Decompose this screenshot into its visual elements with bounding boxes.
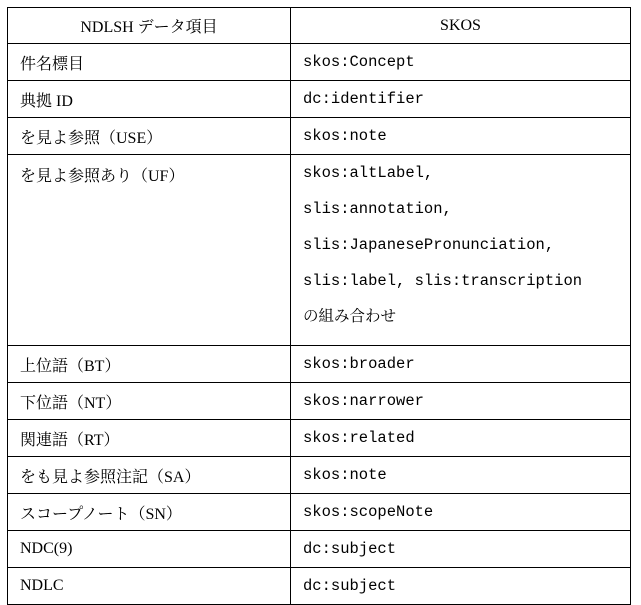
table-row (8, 155, 631, 346)
ndlsh-item-cell: 下位語（NT） (8, 383, 291, 420)
table-row (8, 44, 631, 81)
ndlsh-item-cell: 典拠 ID (8, 81, 291, 118)
skos-property-cell: dc:subject (291, 568, 631, 605)
table-row (8, 420, 631, 457)
skos-property-line: slis:JapanesePronunciation, (303, 236, 555, 254)
skos-property-note-line: の組み合わせ (303, 308, 397, 326)
table-row (8, 118, 631, 155)
ndlsh-item-cell: を見よ参照あり（UF） (8, 155, 291, 346)
ndlsh-item-cell: 関連語（RT） (8, 420, 291, 457)
table-row (8, 346, 631, 383)
ndlsh-item-cell: 上位語（BT） (8, 346, 291, 383)
header-skos: SKOS (291, 8, 631, 44)
ndlsh-item-cell: NDLC (8, 568, 291, 605)
skos-property-line: skos:altLabel, (303, 164, 434, 182)
ndlsh-item-cell: スコープノート（SN） (8, 494, 291, 531)
skos-property-cell: skos:related (291, 420, 631, 457)
table-row (8, 81, 631, 118)
table-row (8, 494, 631, 531)
table-row (8, 383, 631, 420)
ndlsh-item-cell: を見よ参照（USE） (8, 118, 291, 155)
skos-property-cell: skos:note (291, 118, 631, 155)
table-row (8, 457, 631, 494)
skos-property-cell: skos:broader (291, 346, 631, 383)
skos-property-line: slis:label, slis:transcription (303, 272, 583, 290)
ndlsh-item-cell: NDC(9) (8, 531, 291, 568)
skos-property-cell: dc:subject (291, 531, 631, 568)
skos-property-cell-multiline (291, 155, 631, 346)
ndlsh-item-cell: 件名標目 (8, 44, 291, 81)
header-ndlsh-data-item: NDLSH データ項目 (8, 8, 291, 44)
skos-property-cell: dc:identifier (291, 81, 631, 118)
ndlsh-skos-mapping-table (7, 7, 631, 605)
skos-property-cell: skos:note (291, 457, 631, 494)
skos-property-cell: skos:narrower (291, 383, 631, 420)
skos-property-cell: skos:Concept (291, 44, 631, 81)
skos-property-line: slis:annotation, (303, 200, 452, 218)
skos-property-cell: skos:scopeNote (291, 494, 631, 531)
table-row (8, 531, 631, 568)
ndlsh-item-cell: をも見よ参照注記（SA） (8, 457, 291, 494)
table-header-row (8, 8, 631, 44)
